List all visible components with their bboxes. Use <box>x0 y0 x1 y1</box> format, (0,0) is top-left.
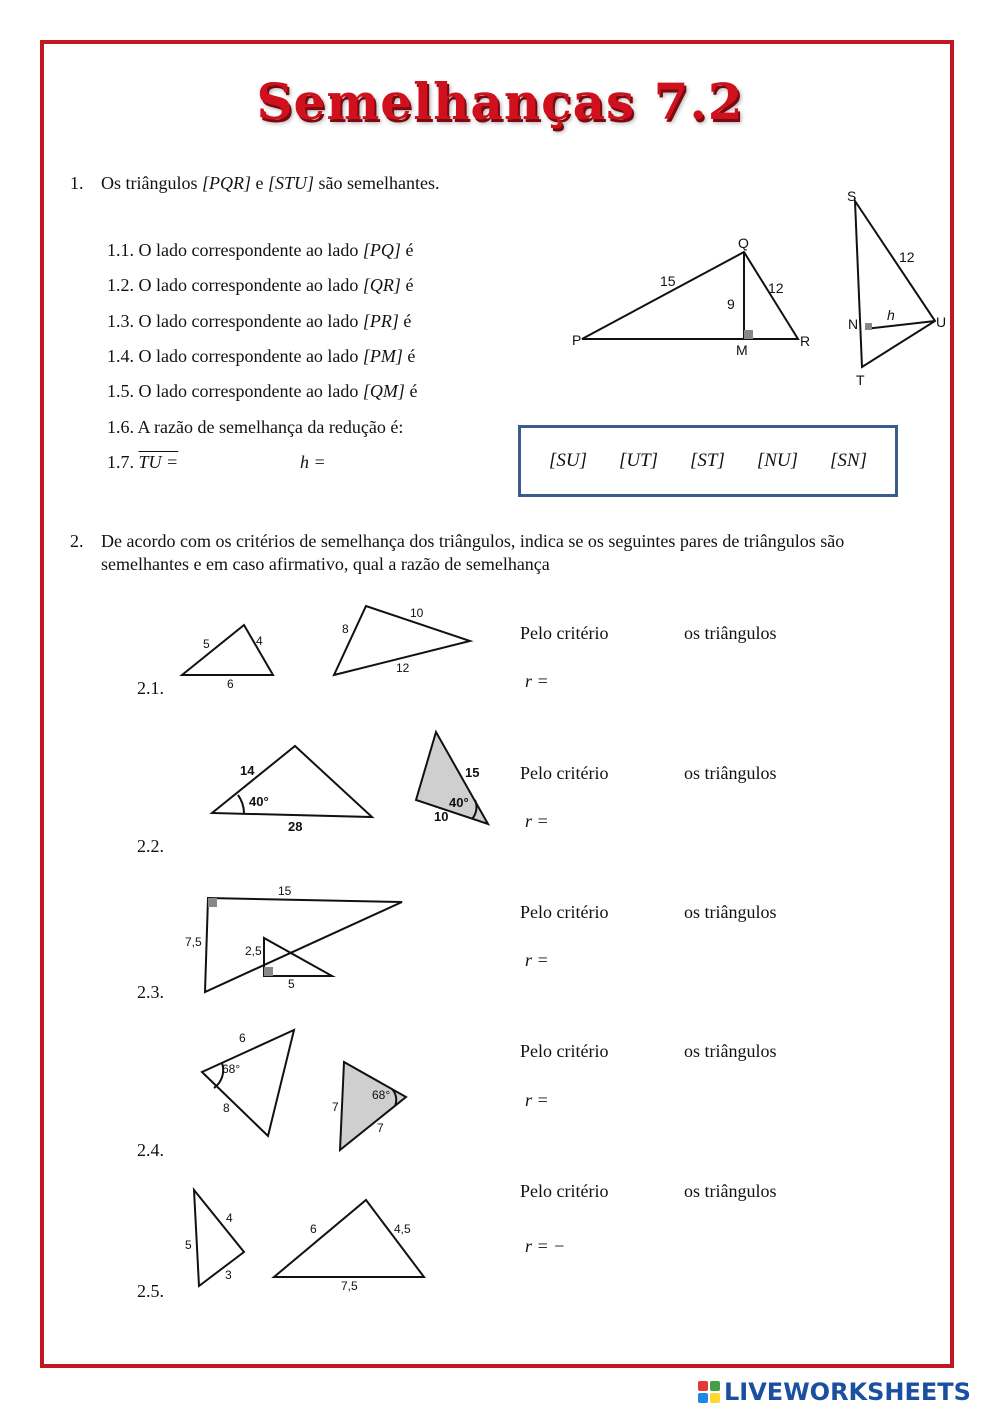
label-len: 28 <box>288 819 303 834</box>
label-n: N <box>848 316 859 332</box>
triangle-stu <box>855 201 935 367</box>
figure-2-3 <box>172 880 422 1000</box>
label-r: R <box>800 333 811 349</box>
option-ut[interactable]: [UT] <box>618 450 659 471</box>
label-len: 8 <box>223 1101 230 1115</box>
q2-item-number: 2.3. <box>137 982 164 1002</box>
label-len: 15 <box>465 765 480 780</box>
page-title: Semelhanças 7.2 <box>256 72 744 131</box>
q2-number: 2. <box>70 531 84 551</box>
label-s: S <box>847 188 857 204</box>
label-pq: 15 <box>660 273 676 289</box>
label-qm: 9 <box>727 296 735 312</box>
label-len: 5 <box>203 637 210 651</box>
label-len: 10 <box>410 606 424 620</box>
q1-item: 1.1. O lado correspondente ao lado [PQ] é <box>107 240 414 260</box>
triangles-label: os triângulos <box>684 1041 777 1061</box>
option-sn[interactable]: [SN] <box>830 450 867 471</box>
label-m: M <box>736 342 748 358</box>
ratio-label: r = <box>525 671 549 691</box>
ratio-label: r = <box>525 1090 549 1110</box>
q1-item: 1.6. A razão de semelhança da redução é: <box>107 417 404 437</box>
logo-text: LIVEWORKSHEETS <box>724 1378 971 1406</box>
label-len: 8 <box>342 622 349 636</box>
logo-square <box>698 1393 708 1403</box>
triangles-label: os triângulos <box>684 902 777 922</box>
ratio-label: r = <box>525 950 549 970</box>
q1-item: 1.2. O lado correspondente ao lado [QR] é <box>107 275 414 295</box>
label-len: 14 <box>240 763 255 778</box>
label-len: 4,5 <box>394 1222 411 1236</box>
q2-item-number: 2.2. <box>137 836 164 856</box>
label-angle: 68° <box>372 1088 391 1102</box>
criterion-label: Pelo critério <box>520 902 609 922</box>
label-su: 12 <box>899 249 915 265</box>
label-len: 4 <box>256 634 263 648</box>
ratio-label-fraction: r = − <box>525 1236 566 1256</box>
right-angle-marker <box>865 323 872 330</box>
q2-item-number: 2.1. <box>137 678 164 698</box>
q1-item: 1.4. O lado correspondente ao lado [PM] é <box>107 346 416 366</box>
triangles-label: os triângulos <box>684 623 777 643</box>
triangles-label: os triângulos <box>684 763 777 783</box>
label-len: 10 <box>434 809 449 824</box>
tu-label: TU = <box>138 452 179 472</box>
label-angle: 40° <box>449 795 469 810</box>
label-t: T <box>856 372 865 388</box>
label-len: 2,5 <box>245 944 262 958</box>
label-angle: 68° <box>222 1062 241 1076</box>
logo-square <box>698 1381 708 1391</box>
options-box <box>518 425 898 497</box>
label-u: U <box>936 314 947 330</box>
triangle-pqr <box>582 252 798 339</box>
criterion-label: Pelo critério <box>520 1041 609 1061</box>
label-h: h <box>887 307 895 323</box>
liveworksheets-logo <box>698 1378 971 1406</box>
q1-item: 1.3. O lado correspondente ao lado [PR] é <box>107 311 412 331</box>
label-len: 4 <box>226 1211 233 1225</box>
label-q: Q <box>738 235 749 251</box>
triangles-label: os triângulos <box>684 1181 777 1201</box>
label-len: 3 <box>225 1268 232 1282</box>
label-len: 7,5 <box>341 1279 358 1293</box>
option-st[interactable]: [ST] <box>690 450 725 471</box>
logo-square <box>710 1393 720 1403</box>
logo-icon <box>698 1381 720 1403</box>
label-len: 5 <box>288 977 295 991</box>
logo-square <box>710 1381 720 1391</box>
ratio-label: r = <box>525 811 549 831</box>
option-nu[interactable]: [NU] <box>756 450 799 471</box>
label-len: 6 <box>310 1222 317 1236</box>
label-angle: 40° <box>249 794 269 809</box>
option-su[interactable]: [SU] <box>548 450 587 471</box>
label-len: 6 <box>239 1031 246 1045</box>
label-len: 12 <box>396 661 410 675</box>
label-qr: 12 <box>768 280 784 296</box>
label-len: 15 <box>278 884 292 898</box>
right-angle-marker <box>744 330 753 339</box>
figure-2-1 <box>172 598 482 693</box>
q1-number: 1. <box>70 173 84 193</box>
q1-statement: Os triângulos [PQR] e [STU] são semelhantes. <box>101 173 440 193</box>
label-len: 7,5 <box>185 935 202 949</box>
criterion-label: Pelo critério <box>520 623 609 643</box>
figure-2-5 <box>172 1180 452 1300</box>
q1-item: 1.5. O lado correspondente ao lado [QM] é <box>107 381 418 401</box>
label-len: 7 <box>332 1100 339 1114</box>
figure-2-2 <box>172 720 502 840</box>
q2-item-number: 2.4. <box>137 1140 164 1160</box>
criterion-label: Pelo critério <box>520 1181 609 1201</box>
q2-item-number: 2.5. <box>137 1281 164 1301</box>
label-p: P <box>572 332 582 348</box>
q1-item-7: 1.7. TU = <box>107 452 179 472</box>
label-len: 5 <box>185 1238 192 1252</box>
criterion-label: Pelo critério <box>520 763 609 783</box>
q1-figure <box>560 185 960 390</box>
figure-2-4 <box>172 1020 432 1160</box>
h-label: h = <box>300 452 326 472</box>
label-len: 7 <box>377 1121 384 1135</box>
label-len: 6 <box>227 677 234 691</box>
q2-statement: De acordo com os critérios de semelhança dos triângulos, indica se os seguintes pares de triângulos são semelhantes e em caso afirmativo, qual a razão de semelhança <box>101 531 845 574</box>
